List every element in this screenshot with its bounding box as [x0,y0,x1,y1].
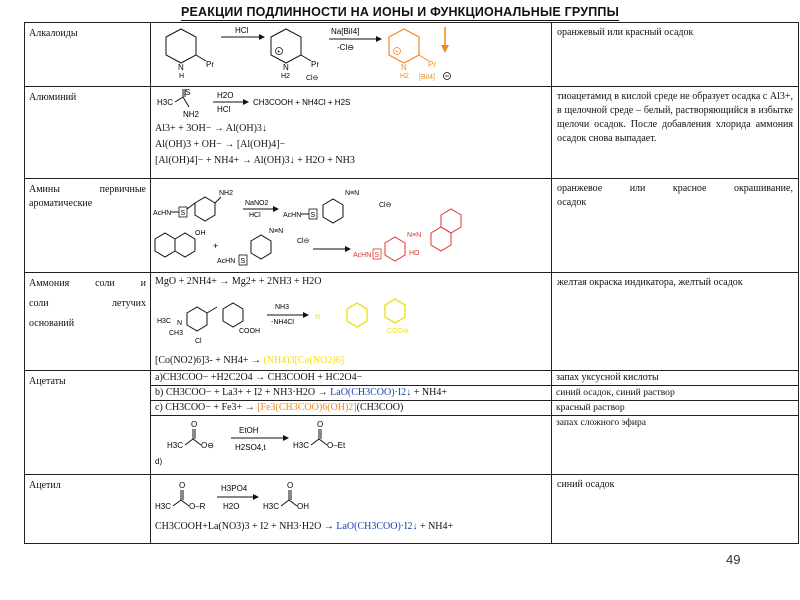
svg-text:COO⊖: COO⊖ [387,328,409,335]
reaction-b: b) CH3COO− + La3+ + I2 + NH3·H2O → LaO(CH3COO)·I2↓ + NH4+ [151,385,551,400]
acetyl-equation: CH3COOH+La(NO3)3 + I2 + NH3·H2O → LaO(CH3COO)·I2↓ + NH4+ [155,521,454,532]
ring-n-label: N [178,63,184,72]
equation-2: [Co(NO2)6]3- + NH4+ → (NH4)3[Co(NO2)6] [155,355,345,366]
svg-text:H3C: H3C [167,441,184,450]
svg-text:H3C: H3C [157,318,172,325]
group-name: Ацетил [25,475,151,544]
reagent-bii4: Na[BiI4] [331,27,360,36]
svg-text:N≡N: N≡N [345,190,360,197]
svg-text:S: S [310,212,316,219]
svg-text:S: S [240,258,246,265]
group-name: Амины первичные ароматические [25,179,151,273]
svg-text:[BiI4]: [BiI4] [419,74,435,81]
svg-text:AcHN: AcHN [353,252,372,259]
equation-1: Al3+ + 3OH− → Al(OH)3↓ [155,123,267,134]
result-cell: запах уксусной кислоты синий осадок, синий раствор красный раствор запах сложного эфира [552,371,799,475]
svg-text:N: N [177,320,183,327]
svg-text:H2O: H2O [223,502,240,511]
svg-text:H3C: H3C [157,98,174,107]
svg-text:CH3COOH + NH4Cl + H2S: CH3COOH + NH4Cl + H2S [253,98,351,107]
equation-2: Al(OH)3 + OH− → [Al(OH)4]− [155,139,286,150]
svg-text:O⊖: O⊖ [201,441,214,450]
reactions-table [24,22,799,544]
svg-text:S: S [185,88,191,97]
equation-1: MgO + 2NH4+ → Mg2+ + 2NH3 + H2O [155,276,322,287]
svg-text:d): d) [155,457,163,466]
result-cell: синий осадок [552,475,799,544]
svg-text:S: S [374,252,380,259]
svg-text:H3PO4: H3PO4 [221,484,248,493]
row-alkaloids [25,23,799,87]
row-amines [25,179,799,273]
svg-text:N: N [401,63,407,72]
svg-text:O: O [179,481,186,490]
indicator-scheme [151,291,551,353]
alkaloid-scheme [151,23,551,83]
svg-text:N≡N: N≡N [269,228,284,235]
svg-text:H2: H2 [281,73,290,80]
row-acetates [25,371,799,475]
svg-text:S: S [180,210,186,217]
svg-text:-NH4Cl: -NH4Cl [271,319,294,326]
svg-text:NH2: NH2 [219,190,234,197]
result-cell: оранжевое или красное окрашивание, осадок [552,179,799,273]
svg-text:+: + [277,49,281,56]
svg-text:+: + [213,241,219,251]
svg-text:Pr: Pr [311,60,319,69]
reaction-c: c) CH3COO− + Fe3+ → [Fe3(CH3COO)6(OH)2](CH3COO) [151,400,551,415]
svg-text:+: + [395,49,399,56]
svg-text:COOH: COOH [239,328,260,335]
group-name: Алкалоиды [25,23,151,87]
result-cell: тиоацетамид в кислой среде не образует осадка с Al3+, в щелочной среде – белый, растворяющийся в избытке щелочи осадок. После добавления хлорида аммония осадок снова выпадает. [552,87,799,179]
reaction-cell [151,475,552,544]
svg-text:H2: H2 [400,73,409,80]
svg-text:HO: HO [409,250,420,257]
row-acetyl [25,475,799,544]
acetyl-scheme [151,475,551,519]
result-cell: желтая окраска индикатора, желтый осадок [552,273,799,371]
pr-label: Pr [206,60,214,69]
row-aluminum [25,87,799,179]
svg-text:O: O [191,420,198,429]
svg-text:N: N [315,314,321,321]
svg-text:-Cl⊖: -Cl⊖ [337,43,354,52]
svg-text:Cl⊖: Cl⊖ [297,238,310,245]
reaction-cell [151,371,552,475]
svg-text:HCl: HCl [249,212,261,219]
reaction-cell [151,23,552,87]
svg-text:OH: OH [195,230,206,237]
svg-text:H2O: H2O [217,91,234,100]
row-ammonium [25,273,799,371]
svg-text:N: N [283,63,289,72]
thioacetamide-scheme [151,87,551,121]
svg-text:H3C: H3C [293,441,310,450]
svg-text:H3C: H3C [263,502,280,511]
reaction-cell [151,179,552,273]
svg-text:OH: OH [297,502,309,511]
svg-text:Pr: Pr [428,60,436,69]
equation-3: [Al(OH)4]− + NH4+ → Al(OH)3↓ + H2O + NH3 [155,155,355,166]
svg-text:N≡N: N≡N [407,232,422,239]
svg-text:H2SO4,t: H2SO4,t [235,443,266,452]
svg-text:AcHN: AcHN [217,258,236,265]
svg-text:Cl: Cl [195,338,202,345]
svg-text:O: O [287,481,294,490]
svg-text:Cl⊖: Cl⊖ [306,75,319,82]
svg-text:NH3: NH3 [275,304,290,311]
reaction-cell [151,87,552,179]
diazo-scheme [151,179,551,269]
svg-text:NH2: NH2 [183,110,200,119]
ester-scheme [151,416,551,474]
svg-text:O–Et: O–Et [327,441,346,450]
page-number: 49 [726,552,741,567]
ring-h-label: H [179,73,185,80]
reaction-a: a)CH3COO− +H2C2O4 → CH3COOH + HC2O4− [155,372,363,383]
svg-text:H3C: H3C [155,502,172,511]
svg-text:AcHN: AcHN [283,212,302,219]
svg-text:CH3: CH3 [169,330,184,337]
svg-text:EtOH: EtOH [239,426,259,435]
reagent-hcl: HCl [235,26,249,35]
svg-text:HCl: HCl [217,105,231,114]
group-name: Аммония соли и соли летучих оснований [25,273,151,371]
group-name: Ацетаты [25,371,151,475]
svg-text:Cl⊖: Cl⊖ [379,202,392,209]
svg-text:AcHN: AcHN [153,210,172,217]
reaction-cell [151,273,552,371]
group-name: Алюминий [25,87,151,179]
result-cell: оранжевый или красный осадок [552,23,799,87]
svg-text:O: O [317,420,324,429]
svg-text:O–R: O–R [189,502,206,511]
svg-text:NaNO2: NaNO2 [245,200,269,207]
page-title: РЕАКЦИИ ПОДЛИННОСТИ НА ИОНЫ И ФУНКЦИОНАЛЬНЫЕ ГРУППЫ [180,5,620,19]
